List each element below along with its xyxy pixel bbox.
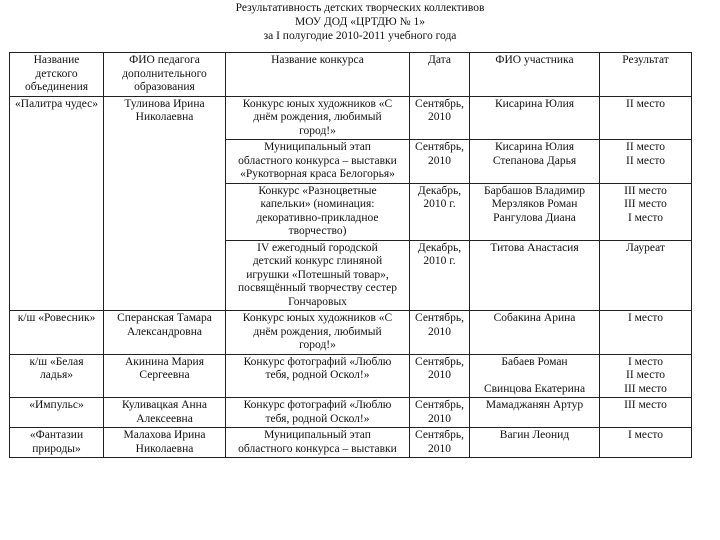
contest-name-line: днём рождения, любимый bbox=[253, 325, 382, 338]
table-row bbox=[10, 398, 692, 428]
date-cell bbox=[410, 96, 470, 140]
header-teacher-name-line: дополнительного bbox=[122, 67, 207, 80]
document-title bbox=[0, 1, 720, 43]
result-line: II место bbox=[626, 97, 665, 110]
header-participant-name bbox=[470, 53, 600, 97]
table-row bbox=[10, 96, 692, 140]
contest-name-cell bbox=[226, 140, 410, 184]
contest-name-cell bbox=[226, 398, 410, 428]
group-name-line: ладья» bbox=[40, 369, 73, 381]
table-header bbox=[10, 53, 692, 97]
participant-name-cell bbox=[470, 240, 600, 311]
result-cell bbox=[600, 354, 692, 398]
result-line: III место bbox=[624, 399, 667, 411]
header-date-line: Дата bbox=[428, 54, 451, 66]
contest-name-line: Гончаровых bbox=[288, 295, 347, 308]
results-table bbox=[9, 52, 692, 458]
participant-name-cell bbox=[470, 311, 600, 355]
contest-name-line: IV ежегодный городской bbox=[257, 241, 378, 254]
participant-name-cell bbox=[470, 354, 600, 398]
contest-name-line: тебя, родной Оскол!» bbox=[265, 369, 370, 381]
contest-name-line: декоративно-прикладное bbox=[256, 211, 379, 224]
teacher-name-line: Алексеевна bbox=[136, 412, 193, 425]
result-line: II место bbox=[626, 154, 665, 167]
contest-name-line: «Рукотворная краса Белогорья» bbox=[240, 168, 395, 180]
contest-name-line: областного конкурса – выставки bbox=[238, 442, 397, 455]
date-line: 2010 г. bbox=[423, 255, 456, 267]
contest-name-line: детский конкурс глиняной bbox=[252, 255, 383, 267]
header-contest-name bbox=[226, 53, 410, 97]
participant-name-line: Собакина Арина bbox=[493, 312, 576, 324]
header-contest-name-line: Название конкурса bbox=[271, 54, 364, 66]
date-line: Сентябрь, bbox=[415, 97, 464, 110]
group-name-line: природы» bbox=[32, 442, 81, 455]
participant-name-line: Бабаев Роман bbox=[501, 355, 568, 368]
contest-name-cell bbox=[226, 311, 410, 355]
title-line-1: Результативность детских творческих коллективов bbox=[235, 2, 485, 14]
teacher-name-cell bbox=[104, 398, 226, 428]
table-body bbox=[10, 96, 692, 458]
header-group-name bbox=[10, 53, 104, 97]
title-line-2: МОУ ДОД «ЦРТДЮ № 1» bbox=[295, 16, 425, 28]
group-name-cell bbox=[10, 96, 104, 311]
contest-name-line: днём рождения, любимый bbox=[253, 111, 382, 123]
contest-name-line: тебя, родной Оскол!» bbox=[265, 412, 370, 425]
date-line: Сентябрь, bbox=[415, 399, 464, 411]
header-group-name-line: Название bbox=[33, 54, 80, 66]
date-cell bbox=[410, 140, 470, 184]
participant-name-line: Рангулова Диана bbox=[493, 211, 576, 224]
date-line: 2010 г. bbox=[423, 198, 456, 210]
date-line: Сентябрь, bbox=[415, 141, 464, 153]
date-line: Сентябрь, bbox=[415, 312, 464, 324]
teacher-name-line: Александровна bbox=[127, 325, 202, 338]
result-cell bbox=[600, 398, 692, 428]
date-cell bbox=[410, 183, 470, 240]
date-cell bbox=[410, 398, 470, 428]
table-row bbox=[10, 428, 692, 458]
contest-name-line: творчество) bbox=[288, 225, 347, 237]
result-line: II место bbox=[626, 369, 665, 381]
contest-name-line: Конкурс юных художников «С bbox=[242, 97, 393, 110]
contest-name-line: областного конкурса – выставки bbox=[238, 154, 397, 167]
contest-name-cell bbox=[226, 354, 410, 398]
result-line: III место bbox=[624, 382, 667, 395]
contest-name-line: Муниципальный этап bbox=[264, 141, 371, 153]
date-line: 2010 bbox=[428, 369, 451, 381]
group-name-cell bbox=[10, 311, 104, 355]
date-line: Сентябрь, bbox=[415, 429, 464, 441]
header-teacher-name bbox=[104, 53, 226, 97]
group-name-line: «Импульс» bbox=[29, 399, 84, 411]
date-line: 2010 bbox=[428, 325, 451, 338]
contest-name-line: Муниципальный этап bbox=[264, 429, 371, 441]
date-line: 2010 bbox=[428, 111, 451, 123]
contest-name-line: Конкурс «Разноцветные bbox=[258, 184, 377, 197]
result-line: III место bbox=[624, 198, 667, 210]
teacher-name-line: Николаевна bbox=[135, 111, 194, 123]
result-cell bbox=[600, 311, 692, 355]
contest-name-line: город!» bbox=[299, 339, 336, 351]
result-cell bbox=[600, 140, 692, 184]
header-group-name-line: объединения bbox=[24, 81, 89, 93]
participant-name-cell bbox=[470, 96, 600, 140]
date-line: Декабрь, bbox=[417, 184, 462, 197]
contest-name-line: город!» bbox=[299, 124, 336, 137]
group-name-cell bbox=[10, 428, 104, 458]
contest-name-cell bbox=[226, 240, 410, 311]
result-line: II место bbox=[626, 141, 665, 153]
date-cell bbox=[410, 354, 470, 398]
participant-name-line: Барбашов Владимир bbox=[483, 184, 586, 197]
table-row bbox=[10, 354, 692, 398]
participant-name-line: Свинцова Екатерина bbox=[483, 382, 586, 395]
teacher-name-cell bbox=[104, 311, 226, 355]
contest-name-line: Конкурс юных художников «С bbox=[242, 312, 393, 324]
header-date bbox=[410, 53, 470, 97]
contest-name-cell bbox=[226, 96, 410, 140]
teacher-name-line: Куливацкая Анна bbox=[122, 399, 207, 411]
header-row bbox=[10, 53, 692, 97]
participant-name-cell bbox=[470, 428, 600, 458]
contest-name-line: Конкурс фотографий «Люблю bbox=[243, 355, 392, 368]
result-line: I место bbox=[627, 355, 664, 368]
contest-name-line: посвящённый творчеству сестер bbox=[237, 282, 398, 294]
participant-name-cell bbox=[470, 398, 600, 428]
teacher-name-line: Сергеевна bbox=[139, 369, 190, 381]
group-name-cell bbox=[10, 354, 104, 398]
teacher-name-cell bbox=[104, 354, 226, 398]
date-line: Декабрь, bbox=[417, 241, 462, 254]
table-row bbox=[10, 311, 692, 355]
title-line-3: за I полугодие 2010-2011 учебного года bbox=[263, 30, 457, 42]
date-cell bbox=[410, 240, 470, 311]
participant-name-cell bbox=[470, 140, 600, 184]
teacher-name-line: Тулинова Ирина bbox=[124, 97, 205, 110]
result-cell bbox=[600, 183, 692, 240]
participant-name-line: Титова Анастасия bbox=[490, 241, 579, 254]
teacher-name-cell bbox=[104, 96, 226, 311]
header-teacher-name-line: образования bbox=[134, 81, 195, 93]
header-teacher-name-line: ФИО педагога bbox=[129, 54, 200, 66]
teacher-name-line: Сперанская Тамара bbox=[117, 312, 212, 324]
result-cell bbox=[600, 96, 692, 140]
participant-name-line bbox=[472, 369, 597, 383]
group-name-cell bbox=[10, 398, 104, 428]
participant-name-line: Кисарина Юлия bbox=[494, 97, 575, 110]
participant-name-line: Вагин Леонид bbox=[499, 429, 570, 441]
participant-name-line: Мамаджанян Артур bbox=[485, 399, 584, 411]
result-line: III место bbox=[624, 184, 667, 197]
teacher-name-line: Акинина Мария bbox=[124, 355, 204, 368]
result-cell bbox=[600, 428, 692, 458]
contest-name-line: игрушки «Потешный товар», bbox=[246, 268, 389, 281]
header-result-line: Результат bbox=[622, 54, 669, 66]
contest-name-line: Конкурс фотографий «Люблю bbox=[243, 399, 392, 411]
group-name-line: к/ш «Белая bbox=[29, 355, 84, 368]
date-line: 2010 bbox=[428, 442, 451, 455]
teacher-name-cell bbox=[104, 428, 226, 458]
participant-name-line: Кисарина Юлия bbox=[494, 141, 575, 153]
header-group-name-line: детского bbox=[35, 67, 78, 80]
result-line: I место bbox=[627, 312, 664, 324]
date-line: 2010 bbox=[428, 412, 451, 425]
result-line: Лауреат bbox=[626, 241, 665, 254]
contest-name-cell bbox=[226, 428, 410, 458]
date-cell bbox=[410, 428, 470, 458]
participant-name-cell bbox=[470, 183, 600, 240]
date-cell bbox=[410, 311, 470, 355]
date-line: Сентябрь, bbox=[415, 355, 464, 368]
contest-name-line: капельки» (номинация: bbox=[260, 198, 375, 210]
group-name-line: «Палитра чудес» bbox=[15, 97, 98, 110]
result-line: I место bbox=[627, 429, 664, 441]
group-name-line: к/ш «Ровесник» bbox=[17, 312, 96, 324]
group-name-line: «Фантазии bbox=[29, 429, 84, 441]
header-result bbox=[600, 53, 692, 97]
teacher-name-line: Николаевна bbox=[135, 442, 194, 455]
participant-name-line: Степанова Дарья bbox=[492, 154, 577, 167]
header-participant-name-line: ФИО участника bbox=[495, 54, 574, 66]
teacher-name-line: Малахова Ирина bbox=[123, 429, 206, 441]
result-cell bbox=[600, 240, 692, 311]
participant-name-line: Мерзляков Роман bbox=[491, 198, 578, 210]
contest-name-cell bbox=[226, 183, 410, 240]
date-line: 2010 bbox=[428, 154, 451, 167]
result-line: I место bbox=[627, 211, 664, 224]
